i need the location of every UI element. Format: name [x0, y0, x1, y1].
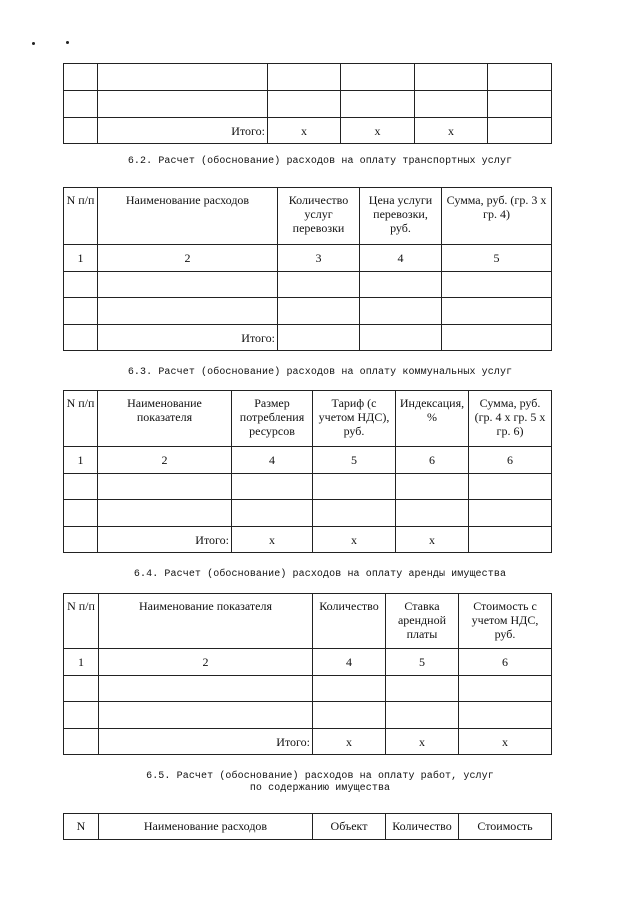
- header-cell: Сумма, руб. (гр. 4 х гр. 5 х гр. 6): [469, 391, 552, 447]
- column-number: 5: [386, 649, 459, 676]
- column-number: 6: [459, 649, 552, 676]
- table-6-4: [63, 593, 552, 755]
- cell-x: x: [313, 729, 386, 755]
- total-label: Итого:: [98, 325, 278, 351]
- header-cell: Количество: [313, 594, 386, 649]
- column-number: 2: [98, 447, 232, 474]
- header-cell: Количество: [386, 814, 459, 840]
- column-number: 1: [64, 447, 98, 474]
- cell-x: x: [459, 729, 552, 755]
- cell-x: x: [341, 118, 415, 144]
- header-cell: Наименование показателя: [99, 594, 313, 649]
- table-row: [64, 272, 552, 298]
- table-row: [64, 298, 552, 325]
- table-row: [64, 500, 552, 527]
- header-cell: Тариф (с учетом НДС), руб.: [313, 391, 396, 447]
- header-cell: N п/п: [64, 188, 98, 245]
- table-6-2: [63, 187, 552, 351]
- header-cell: Сумма, руб. (гр. 3 х гр. 4): [442, 188, 552, 245]
- column-number: 4: [360, 245, 442, 272]
- total-label: Итого:: [98, 527, 232, 553]
- table-row: [64, 702, 552, 729]
- column-number: 1: [64, 245, 98, 272]
- table-6-3: [63, 390, 552, 553]
- column-number: 6: [469, 447, 552, 474]
- header-cell: N: [64, 814, 99, 840]
- column-number-row: [64, 447, 552, 474]
- total-row: [64, 729, 552, 755]
- column-number-row: [64, 649, 552, 676]
- header-cell: Наименование показателя: [98, 391, 232, 447]
- cell-x: x: [396, 527, 469, 553]
- header-row: [64, 594, 552, 649]
- header-row: [64, 391, 552, 447]
- column-number: 2: [99, 649, 313, 676]
- header-cell: Стоимость с учетом НДС, руб.: [459, 594, 552, 649]
- table-row: [64, 64, 552, 91]
- header-row: [64, 814, 552, 840]
- column-number: 6: [396, 447, 469, 474]
- table-row: [64, 676, 552, 702]
- caption-6-3: 6.3. Расчет (обоснование) расходов на оплату коммунальных услуг: [127, 367, 513, 378]
- column-number: 3: [278, 245, 360, 272]
- header-cell: Стоимость: [459, 814, 552, 840]
- cell-x: x: [232, 527, 313, 553]
- cell-x: x: [268, 118, 341, 144]
- total-row: [64, 325, 552, 351]
- header-cell: N п/п: [64, 391, 98, 447]
- table-6-5: [63, 813, 552, 840]
- table-6-1-continuation: [63, 63, 552, 144]
- total-label: Итого:: [98, 118, 268, 144]
- cell-x: x: [386, 729, 459, 755]
- table-row: [64, 91, 552, 118]
- total-row: [64, 527, 552, 553]
- header-cell: Размер потребления ресурсов: [232, 391, 313, 447]
- scan-mark-right: [66, 41, 69, 44]
- header-cell: Объект: [313, 814, 386, 840]
- header-cell: N п/п: [64, 594, 99, 649]
- header-cell: Наименование расходов: [99, 814, 313, 840]
- header-cell: Количество услуг перевозки: [278, 188, 360, 245]
- header-cell: Цена услуги перевозки, руб.: [360, 188, 442, 245]
- total-label: Итого:: [99, 729, 313, 755]
- column-number: 4: [232, 447, 313, 474]
- column-number-row: [64, 245, 552, 272]
- header-row: [64, 188, 552, 245]
- column-number: 4: [313, 649, 386, 676]
- cell-x: x: [313, 527, 396, 553]
- column-number: 1: [64, 649, 99, 676]
- column-number: 5: [313, 447, 396, 474]
- column-number: 2: [98, 245, 278, 272]
- caption-6-4: 6.4. Расчет (обоснование) расходов на оплату аренды имущества: [133, 569, 507, 580]
- caption-6-2: 6.2. Расчет (обоснование) расходов на оплату транспортных услуг: [127, 156, 513, 167]
- caption-6-5-line-1: 6.5. Расчет (обоснование) расходов на оплату работ, услуг: [146, 771, 494, 782]
- scan-mark-left: [32, 42, 35, 45]
- table-row: [64, 474, 552, 500]
- header-cell: Индексация, %: [396, 391, 469, 447]
- column-number: 5: [442, 245, 552, 272]
- cell-x: x: [415, 118, 488, 144]
- caption-6-5-line-2: по содержанию имущества: [249, 783, 391, 794]
- total-row: [64, 118, 552, 144]
- header-cell: Наименование расходов: [98, 188, 278, 245]
- header-cell: Ставка арендной платы: [386, 594, 459, 649]
